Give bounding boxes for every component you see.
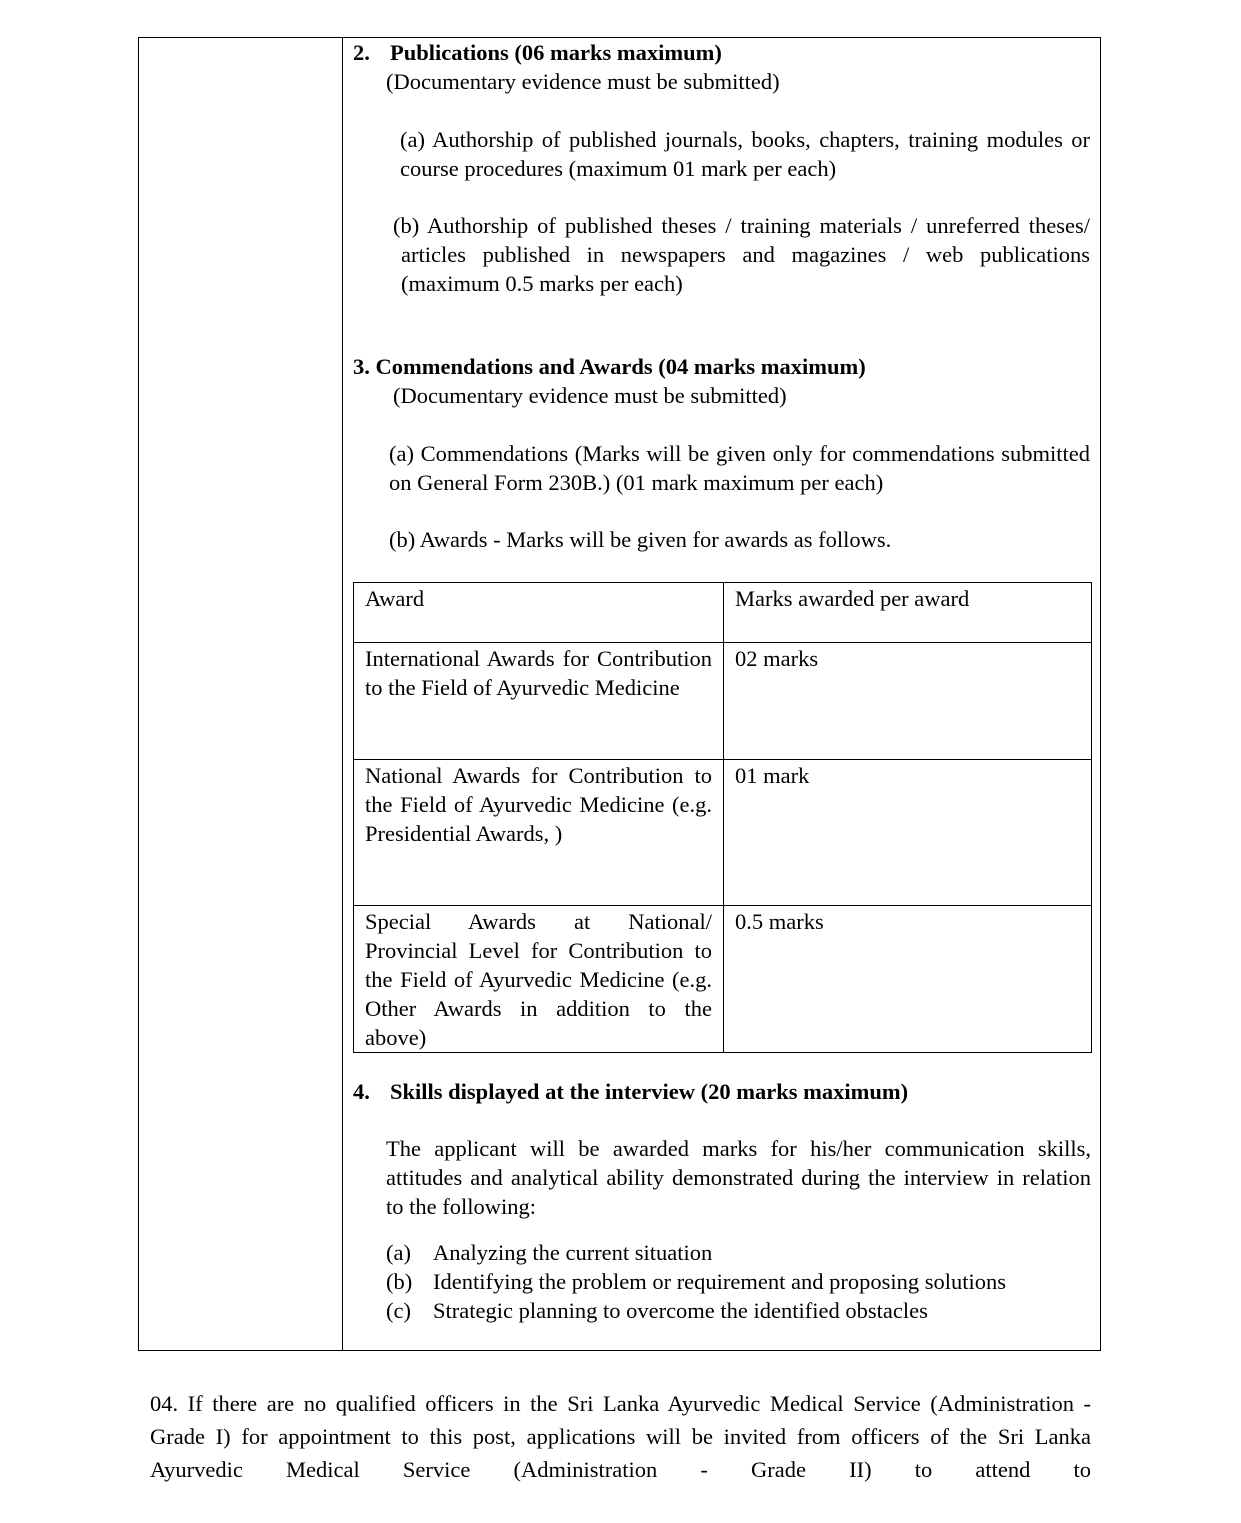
section-2-note: (Documentary evidence must be submitted) <box>386 69 780 94</box>
table-row <box>354 906 1092 1053</box>
section-3-heading: 3. Commendations and Awards (04 marks maximum) <box>353 354 866 379</box>
list-item-text: Identifying the problem or requirement and proposing solutions <box>433 1269 1007 1294</box>
awards-table <box>353 582 1092 1053</box>
list-item-text: Strategic planning to overcome the identified obstacles <box>433 1298 928 1323</box>
award-marks: 0.5 marks <box>724 906 1092 1053</box>
section-4-heading <box>353 1077 908 1106</box>
list-item <box>386 1238 1006 1267</box>
paragraph-04: 04. If there are no qualified officers in the Sri Lanka Ayurvedic Medical Service (Administration - Grade I) for appointment to this post, applications will be invited from officers of the Sri Lanka Ayurvedic Medical Service (Administration - Grade II) to attend to <box>150 1391 1091 1482</box>
section-3-item-b: (b) Awards - Marks will be given for awards as follows. <box>389 527 892 552</box>
award-name: International Awards for Contribution to the Field of Ayurvedic Medicine <box>354 643 724 760</box>
section-4-number: 4. <box>353 1079 370 1104</box>
table-row <box>354 760 1092 906</box>
awards-header-marks: Marks awarded per award <box>724 583 1092 643</box>
awards-header-award: Award <box>354 583 724 643</box>
award-name: Special Awards at National/ Provincial Level for Contribution to the Field of Ayurvedic Medicine (e.g. Other Awards in addition to the above) <box>354 906 724 1053</box>
section-3-item-a: (a) Commendations (Marks will be given only for commendations submitted on General Form 230B.) (01 mark maximum per each) <box>389 441 1090 495</box>
section-2-heading <box>353 38 722 67</box>
section-2-title: Publications (06 marks maximum) <box>390 40 722 65</box>
section-3-note: (Documentary evidence must be submitted) <box>393 383 787 408</box>
section-2-item-b: (b) Authorship of published theses / training materials / unreferred theses/ articles published in newspapers and magazines / web publications (maximum 0.5 marks per each) <box>393 213 1090 296</box>
list-item-label: (b) <box>386 1269 413 1294</box>
list-item-label: (c) <box>386 1298 411 1323</box>
table-row <box>354 643 1092 760</box>
section-4-title: Skills displayed at the interview (20 marks maximum) <box>390 1079 909 1104</box>
award-name: National Awards for Contribution to the Field of Ayurvedic Medicine (e.g. Presidential Awards, ) <box>354 760 724 906</box>
awards-header-row <box>354 583 1092 643</box>
section-2-number: 2. <box>353 40 370 65</box>
column-divider <box>342 38 343 1350</box>
list-item-text: Analyzing the current situation <box>433 1240 713 1265</box>
skills-list <box>386 1238 1006 1325</box>
award-marks: 01 mark <box>724 760 1092 906</box>
award-marks: 02 marks <box>724 643 1092 760</box>
section-4-intro: The applicant will be awarded marks for his/her communication skills, attitudes and analytical ability demonstrated during the interview in relation to the following: <box>386 1136 1091 1219</box>
section-2-item-a: (a) Authorship of published journals, books, chapters, training modules or course procedures (maximum 01 mark per each) <box>400 127 1090 181</box>
list-item <box>386 1296 1006 1325</box>
list-item-label: (a) <box>386 1240 411 1265</box>
list-item <box>386 1267 1006 1296</box>
